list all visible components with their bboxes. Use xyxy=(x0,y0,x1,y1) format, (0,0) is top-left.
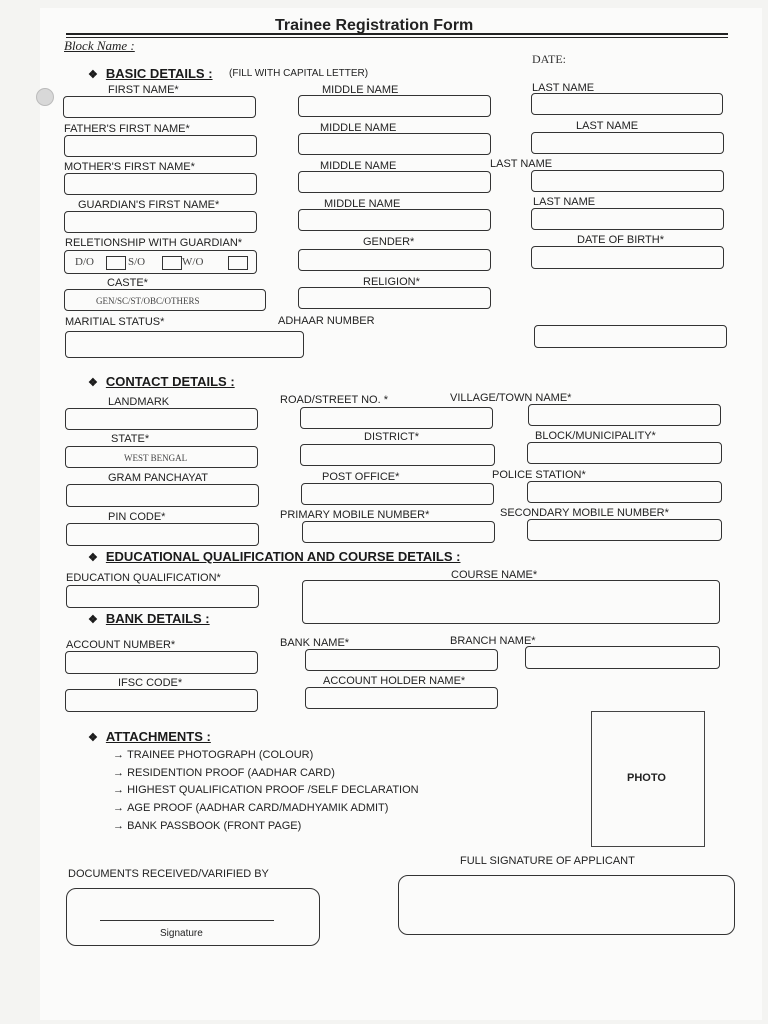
branch-name-label: BRANCH NAME* xyxy=(450,635,536,647)
pin-code-field[interactable] xyxy=(66,523,259,546)
signature-line xyxy=(100,920,274,921)
guardian-last-name-label: LAST NAME xyxy=(533,196,596,208)
gender-field[interactable] xyxy=(298,249,491,271)
title-rule-thin xyxy=(66,37,728,38)
state-value: WEST BENGAL xyxy=(124,453,188,463)
photo-label: PHOTO xyxy=(627,772,666,784)
rel-checkbox-do[interactable] xyxy=(106,256,126,270)
block-field[interactable] xyxy=(527,442,722,464)
account-number-field[interactable] xyxy=(65,651,258,674)
road-field[interactable] xyxy=(300,407,493,429)
aadhaar-label: ADHAAR NUMBER xyxy=(278,315,375,327)
arrow-right-icon: → xyxy=(113,820,124,832)
course-name-label: COURSE NAME* xyxy=(451,569,538,581)
marital-status-label: MARITIAL STATUS* xyxy=(65,316,165,328)
post-office-label: POST OFFICE* xyxy=(322,471,400,483)
punch-hole xyxy=(36,88,54,106)
rel-checkbox-so[interactable] xyxy=(162,256,182,270)
account-holder-field[interactable] xyxy=(305,687,498,709)
mother-first-name-label: MOTHER'S FIRST NAME* xyxy=(64,161,195,173)
middle-name-label: MIDDLE NAME xyxy=(322,84,399,96)
attachment-item: → AGE PROOF (AADHAR CARD/MADHYAMIK ADMIT) xyxy=(113,802,389,814)
bank-name-field[interactable] xyxy=(305,649,498,671)
signature-caption: Signature xyxy=(160,928,203,939)
folded-corner xyxy=(0,8,40,88)
father-last-name-field[interactable] xyxy=(531,132,724,154)
arrow-right-icon: → xyxy=(113,749,124,761)
title-rule xyxy=(66,33,728,35)
pin-code-label: PIN CODE* xyxy=(108,511,166,523)
form-title: Trainee Registration Form xyxy=(275,17,474,34)
landmark-label: LANDMARK xyxy=(108,396,170,408)
full-signature-label: FULL SIGNATURE OF APPLICANT xyxy=(460,855,635,867)
ifsc-label: IFSC CODE* xyxy=(118,677,183,689)
arrow-right-icon: → xyxy=(113,802,124,814)
attachments-heading: ❖ ATTACHMENTS : xyxy=(88,729,211,744)
applicant-signature-box[interactable] xyxy=(398,875,735,935)
guardian-last-name-field[interactable] xyxy=(531,208,724,230)
middle-name-field[interactable] xyxy=(298,95,491,117)
father-middle-name-field[interactable] xyxy=(298,133,491,155)
block-label: BLOCK/MUNICIPALITY* xyxy=(535,430,656,442)
bank-details-heading: ❖ BANK DETAILS : xyxy=(88,611,210,626)
landmark-field[interactable] xyxy=(65,408,258,430)
attachment-item: → RESIDENTION PROOF (AADHAR CARD) xyxy=(113,767,335,779)
rel-option-so: S/O xyxy=(128,256,146,268)
guardian-first-name-label: GUARDIAN'S FIRST NAME* xyxy=(78,199,220,211)
rel-option-do: D/O xyxy=(75,256,94,268)
ifsc-field[interactable] xyxy=(65,689,258,712)
village-label: VILLAGE/TOWN NAME* xyxy=(450,392,572,404)
mother-middle-name-field[interactable] xyxy=(298,171,491,193)
district-field[interactable] xyxy=(300,444,495,466)
guardian-middle-name-label: MIDDLE NAME xyxy=(324,198,401,210)
date-label: DATE: xyxy=(532,52,566,66)
father-first-name-field[interactable] xyxy=(64,135,257,157)
guardian-first-name-field[interactable] xyxy=(64,211,257,233)
diamond-bullet-icon: ❖ xyxy=(88,732,98,744)
religion-label: RELIGION* xyxy=(363,276,420,288)
father-last-name-label: LAST NAME xyxy=(576,120,639,132)
mother-middle-name-label: MIDDLE NAME xyxy=(320,160,397,172)
father-middle-name-label: MIDDLE NAME xyxy=(320,122,397,134)
bank-name-label: BANK NAME* xyxy=(280,637,350,649)
education-qualification-label: EDUCATION QUALIFICATION* xyxy=(66,572,221,584)
gender-label: GENDER* xyxy=(363,236,415,248)
first-name-field[interactable] xyxy=(63,96,256,118)
attachment-item: → BANK PASSBOOK (FRONT PAGE) xyxy=(113,820,302,832)
secondary-mobile-label: SECONDARY MOBILE NUMBER* xyxy=(500,507,669,519)
diamond-bullet-icon: ❖ xyxy=(88,552,98,564)
post-office-field[interactable] xyxy=(301,483,494,505)
secondary-mobile-field[interactable] xyxy=(527,519,722,541)
first-name-label: FIRST NAME* xyxy=(108,84,179,96)
mother-last-name-label: LAST NAME xyxy=(490,158,553,170)
arrow-right-icon: → xyxy=(113,767,124,779)
aadhaar-field[interactable] xyxy=(534,325,727,348)
attachment-item: → HIGHEST QUALIFICATION PROOF /SELF DECLARATION xyxy=(113,784,419,796)
block-name-label: Block Name : xyxy=(64,38,135,53)
documents-received-label: DOCUMENTS RECEIVED/VARIFIED BY xyxy=(68,868,269,880)
arrow-right-icon: → xyxy=(113,784,124,796)
caste-hint: GEN/SC/ST/OBC/OTHERS xyxy=(96,296,200,306)
education-heading: ❖ EDUCATIONAL QUALIFICATION AND COURSE DETAILS : xyxy=(88,549,461,564)
diamond-bullet-icon: ❖ xyxy=(88,614,98,626)
mother-first-name-field[interactable] xyxy=(64,173,257,195)
district-label: DISTRICT* xyxy=(364,431,419,443)
primary-mobile-label: PRIMARY MOBILE NUMBER* xyxy=(280,509,430,521)
relationship-label: RELETIONSHIP WITH GUARDIAN* xyxy=(65,237,243,249)
last-name-label: LAST NAME xyxy=(532,82,595,94)
basic-details-heading: ❖ BASIC DETAILS : xyxy=(88,66,213,81)
gram-panchayat-field[interactable] xyxy=(66,484,259,507)
police-station-label: POLICE STATION* xyxy=(492,469,586,481)
course-name-field[interactable] xyxy=(302,580,720,624)
diamond-bullet-icon: ❖ xyxy=(88,377,98,389)
state-label: STATE* xyxy=(111,433,150,445)
dob-label: DATE OF BIRTH* xyxy=(577,234,664,246)
branch-name-field[interactable] xyxy=(525,646,720,669)
village-field[interactable] xyxy=(528,404,721,426)
road-label: ROAD/STREET NO. * xyxy=(280,394,388,406)
primary-mobile-field[interactable] xyxy=(302,521,495,543)
dob-field[interactable] xyxy=(531,246,724,269)
capital-letter-note: (FILL WITH CAPITAL LETTER) xyxy=(229,68,369,79)
rel-checkbox-wo[interactable] xyxy=(228,256,248,270)
father-first-name-label: FATHER'S FIRST NAME* xyxy=(64,123,190,135)
education-qualification-field[interactable] xyxy=(66,585,259,608)
police-station-field[interactable] xyxy=(527,481,722,503)
attachment-item: → TRAINEE PHOTOGRAPH (COLOUR) xyxy=(113,749,314,761)
caste-label: CASTE* xyxy=(107,277,148,289)
guardian-middle-name-field[interactable] xyxy=(298,209,491,231)
mother-last-name-field[interactable] xyxy=(531,170,724,192)
diamond-bullet-icon: ❖ xyxy=(88,69,98,81)
marital-status-field[interactable] xyxy=(65,331,304,358)
last-name-field[interactable] xyxy=(531,93,723,115)
religion-field[interactable] xyxy=(298,287,491,309)
contact-details-heading: ❖ CONTACT DETAILS : xyxy=(88,374,235,389)
rel-option-wo: W/O xyxy=(182,256,204,268)
account-holder-label: ACCOUNT HOLDER NAME* xyxy=(323,675,466,687)
gram-panchayat-label: GRAM PANCHAYAT xyxy=(108,472,209,484)
account-number-label: ACCOUNT NUMBER* xyxy=(66,639,176,651)
